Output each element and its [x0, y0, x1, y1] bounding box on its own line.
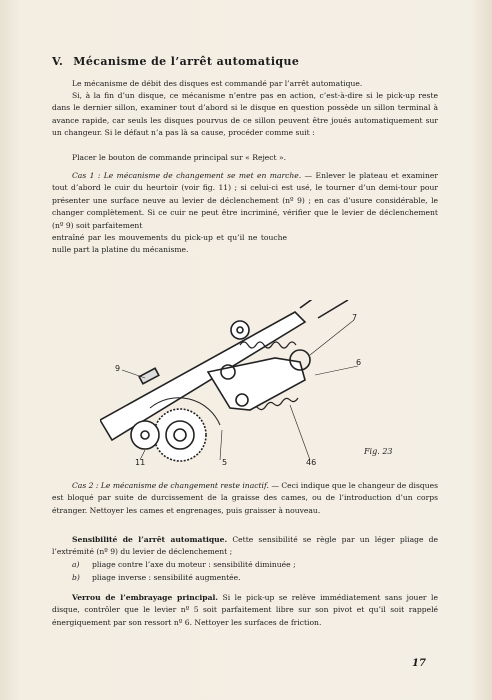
section-heading: [52, 55, 299, 68]
section-number: V.: [52, 55, 64, 68]
trip-lever-drawing: [139, 368, 159, 384]
figure-caption: Fig. 23: [364, 447, 393, 456]
section-title: Mécanisme de l’arrêt automatique: [73, 55, 300, 68]
cas2-text: — Ceci indique que le changeur de disques est bloqué par suite de durcissement de la graisse des cames, ou de l’introduction d’un corps étranger. Nettoyer les cames et engrenages, puis graisser à nouveau.: [52, 481, 438, 515]
paragraph-cas1-continued: entraîné par les mouvements du pick-up et qu’il ne touche nulle part la platine du mécanisme.: [52, 233, 287, 255]
sensibilite-text: Cette sensibilité se règle par un léger pliage de l’extrémité (nº 9) du levier de déclenchement ;: [52, 535, 438, 557]
page-number: 17: [412, 658, 426, 669]
small-wheel-drawing: [131, 421, 159, 449]
list-item-a: a) pliage contre l’axe du moteur : sensibilité diminuée ;: [72, 560, 296, 569]
cas1-label: Cas 1 : Le mécanisme de changement se met en marche.: [72, 171, 302, 180]
verrou-text: Si le pick-up se relève immédiatement sans jouer le disque, contrôler que le levier nº 5 soit parfaitement libre sur son pivot et qu’il soit rappelé énergiquement par son ressort nº 6. Nettoyer les surfaces de friction.: [52, 593, 438, 627]
paragraph-sensibilite: [52, 534, 438, 559]
callout-6: 6: [356, 358, 362, 367]
callout-9: 9: [115, 364, 121, 373]
paragraph-verrou: [52, 592, 438, 629]
verrou-label: Verrou de l’embrayage principal.: [72, 593, 219, 602]
list-item-b: b) pliage inverse : sensibilité augmentée.: [72, 573, 241, 582]
paragraph-cas2: [52, 480, 438, 517]
callout-7: 7: [352, 313, 358, 322]
callout-46: 46: [306, 458, 317, 467]
pivot-screw-drawing: [231, 321, 249, 339]
paragraph-intro: Le mécanisme de débit des disques est commandé par l’arrêt automatique.: [72, 79, 363, 88]
callout-11: 11: [135, 458, 146, 467]
paragraph-reject: Placer le bouton de commande principal sur « Reject ».: [72, 153, 287, 162]
main-gear-drawing: [154, 409, 206, 461]
paragraph-check-groove: Si, à la fin d’un disque, ce mécanisme n’entre pas en action, c’est-à-dire si le pick-up reste dans le dernier sillon, examiner tout d’abord si le disque en question possède un sillon terminal à avance rapide, car seuls les disques pourvus de ce sillon peuvent être joués automatiquement sur un changeur. Si le défaut n’a pas là sa cause, procéder comme suit :: [52, 91, 438, 138]
cas2-label: Cas 2 : Le mécanisme de changement reste inactif.: [72, 481, 269, 490]
cas1-text: — Enlever le plateau et examiner tout d’abord le cuir du heurtoir (voir fig. 11) ; si celui-ci est usé, le tourner d’un demi-tour pour présenter une surface neuve au levier de déclenchement (nº 9) ; en cas d’usure considérable, le changer complètement. Si ce cuir ne peut être incriminé, vérifier que le levier de déclenchement (nº 9) soit parfaitement: [52, 171, 438, 230]
paragraph-cas1: [52, 170, 438, 232]
callout-5: 5: [222, 458, 228, 467]
mechanism-figure: [100, 300, 400, 475]
sensibilite-label: Sensibilité de l’arrêt automatique.: [72, 535, 228, 544]
